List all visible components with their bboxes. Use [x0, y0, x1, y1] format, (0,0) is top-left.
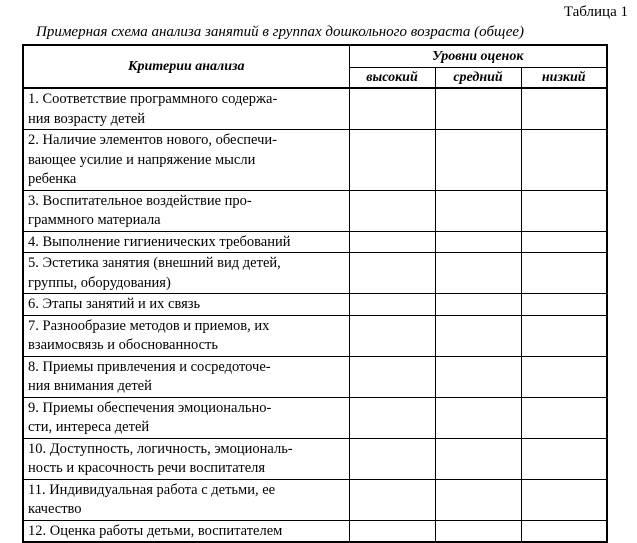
criterion-text-line: ность и красочность речи воспитателя — [28, 460, 266, 476]
criterion-text-line: 12. Оценка работы детьми, воспитателем — [28, 522, 283, 539]
rating-cell-medium[interactable] — [435, 294, 521, 316]
levels-column-header: Уровни оценок — [349, 45, 607, 68]
criterion-cell — [23, 231, 349, 253]
criterion-text-line: 3. Воспитательное воздействие про- — [28, 192, 252, 209]
criterion-text-line: ребенка — [28, 171, 77, 187]
rating-cell-high[interactable] — [349, 315, 435, 356]
rating-cell-medium[interactable] — [435, 438, 521, 479]
rating-cell-high[interactable] — [349, 520, 435, 542]
criterion-cell — [23, 294, 349, 316]
rating-cell-high[interactable] — [349, 479, 435, 520]
rating-cell-medium[interactable] — [435, 231, 521, 253]
rating-cell-low[interactable] — [521, 253, 607, 294]
criterion-cell — [23, 130, 349, 191]
rating-cell-low[interactable] — [521, 397, 607, 438]
rating-cell-low[interactable] — [521, 88, 607, 130]
criterion-text-line: 11. Индивидуальная работа с детьми, ее — [28, 481, 276, 498]
criterion-text-line: граммного материала — [28, 212, 161, 228]
table-row — [23, 315, 607, 356]
rating-cell-low[interactable] — [521, 294, 607, 316]
rating-cell-medium[interactable] — [435, 315, 521, 356]
table-row — [23, 438, 607, 479]
rating-cell-medium[interactable] — [435, 253, 521, 294]
table-row — [23, 190, 607, 231]
table-row — [23, 479, 607, 520]
table-number-label: Таблица 1 — [563, 4, 628, 20]
criteria-rows — [23, 88, 607, 542]
rating-cell-low[interactable] — [521, 130, 607, 191]
rating-cell-high[interactable] — [349, 231, 435, 253]
table-row — [23, 130, 607, 191]
criterion-text-line: 6. Этапы занятий и их связь — [28, 296, 201, 312]
rating-cell-high[interactable] — [349, 253, 435, 294]
table-row — [23, 294, 607, 316]
criterion-cell — [23, 253, 349, 294]
rating-cell-high[interactable] — [349, 190, 435, 231]
criterion-text-line: 5. Эстетика занятия (внешний вид детей, — [28, 255, 281, 271]
criterion-cell — [23, 356, 349, 397]
rating-cell-low[interactable] — [521, 315, 607, 356]
criterion-cell — [23, 520, 349, 542]
criterion-text-line: взаимосвязь и обоснованность — [28, 337, 218, 353]
rating-cell-high[interactable] — [349, 356, 435, 397]
criterion-text-line: сти, интереса детей — [28, 419, 150, 435]
rating-cell-medium[interactable] — [435, 479, 521, 520]
criteria-column-header: Критерии анализа — [23, 45, 349, 88]
rating-cell-medium[interactable] — [435, 190, 521, 231]
rating-cell-medium[interactable] — [435, 88, 521, 130]
rating-cell-high[interactable] — [349, 438, 435, 479]
rating-cell-low[interactable] — [521, 438, 607, 479]
table-row — [23, 397, 607, 438]
rating-cell-low[interactable] — [521, 190, 607, 231]
criterion-cell — [23, 438, 349, 479]
criterion-text-line: 2. Наличие элементов нового, обеспечи- — [28, 132, 277, 148]
criterion-text-line: 4. Выполнение гигиенических требований — [28, 233, 291, 250]
criterion-text-line: 8. Приемы привлечения и сосредоточе- — [28, 358, 271, 375]
rating-cell-medium[interactable] — [435, 356, 521, 397]
analysis-scheme-table — [22, 44, 608, 543]
criterion-cell — [23, 315, 349, 356]
rating-cell-medium[interactable] — [435, 520, 521, 542]
criterion-text-line: 10. Доступность, логичность, эмоциональ- — [28, 440, 293, 457]
rating-cell-medium[interactable] — [435, 397, 521, 438]
table-row — [23, 520, 607, 542]
rating-cell-low[interactable] — [521, 356, 607, 397]
rating-cell-medium[interactable] — [435, 130, 521, 191]
criterion-text-line: 7. Разнообразие методов и приемов, их — [28, 317, 270, 334]
criterion-text-line: 9. Приемы обеспечения эмоционально- — [28, 399, 272, 416]
criterion-text-line: 1. Соответствие программного содержа- — [28, 91, 278, 107]
criterion-cell — [23, 479, 349, 520]
rating-cell-high[interactable] — [349, 294, 435, 316]
criterion-cell — [23, 190, 349, 231]
criterion-cell — [23, 88, 349, 130]
level-medium-header: средний — [435, 68, 521, 89]
rating-cell-low[interactable] — [521, 520, 607, 542]
criterion-text-line: группы, оборудования) — [28, 274, 171, 291]
rating-cell-high[interactable] — [349, 88, 435, 130]
rating-cell-low[interactable] — [521, 231, 607, 253]
table-row — [23, 253, 607, 294]
table-row — [23, 231, 607, 253]
rating-cell-low[interactable] — [521, 479, 607, 520]
rating-cell-high[interactable] — [349, 397, 435, 438]
rating-cell-high[interactable] — [349, 130, 435, 191]
level-low-header: низкий — [521, 68, 607, 89]
criterion-text-line: ния возрасту детей — [28, 110, 146, 127]
table-caption: Примерная схема анализа занятий в группах дошкольного возраста (общее) — [36, 24, 524, 40]
table-row — [23, 356, 607, 397]
criterion-text-line: качество — [28, 501, 82, 517]
criterion-cell — [23, 397, 349, 438]
table-row — [23, 88, 607, 130]
level-high-header: высокий — [349, 68, 435, 89]
criterion-text-line: ния внимания детей — [28, 378, 152, 394]
criterion-text-line: вающее усилие и напряжение мысли — [28, 151, 256, 168]
